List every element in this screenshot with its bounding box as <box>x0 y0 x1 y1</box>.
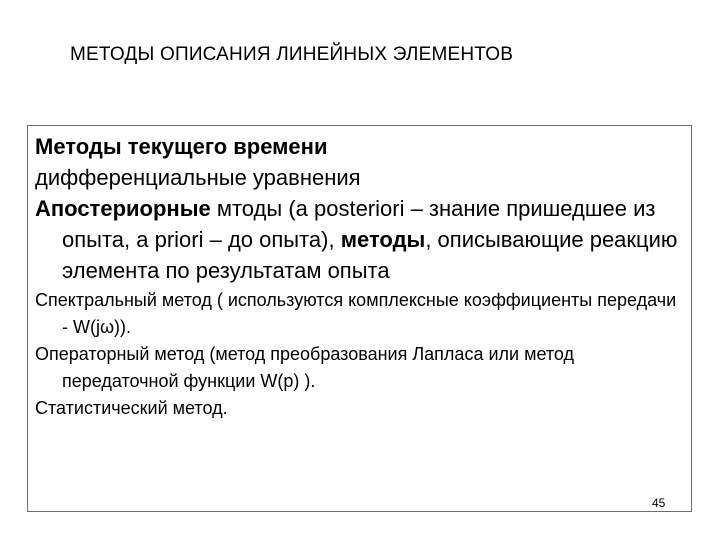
a-posteriori-text-end: , описывающие реакцию элемента по результатам опыта <box>62 227 678 283</box>
heading-current-time-methods: Методы текущего времени <box>35 134 328 159</box>
a-posteriori-paragraph <box>35 193 685 286</box>
a-posteriori-text: мтоды (а posteriori – знание пришедшее из опыта, а priori – до опыта), <box>62 196 656 252</box>
a-posteriori-term: Апостериорные <box>35 196 211 221</box>
differential-equations-line: дифференциальные уравнения <box>35 165 361 190</box>
content-body <box>35 131 685 422</box>
page-number: 45 <box>652 496 666 510</box>
operator-method-paragraph: Операторный метод (метод преобразования Лапласа или метод передаточной функции W(p) ). <box>35 344 575 391</box>
methods-term: методы <box>340 227 426 252</box>
statistical-method-paragraph: Статистический метод. <box>35 398 228 418</box>
spectral-method-paragraph: Спектральный метод ( используются комплексные коэффициенты передачи - W(jω)). <box>35 290 677 337</box>
slide-title: МЕТОДЫ ОПИСАНИЯ ЛИНЕЙНЫХ ЭЛЕМЕНТОВ <box>70 44 514 65</box>
